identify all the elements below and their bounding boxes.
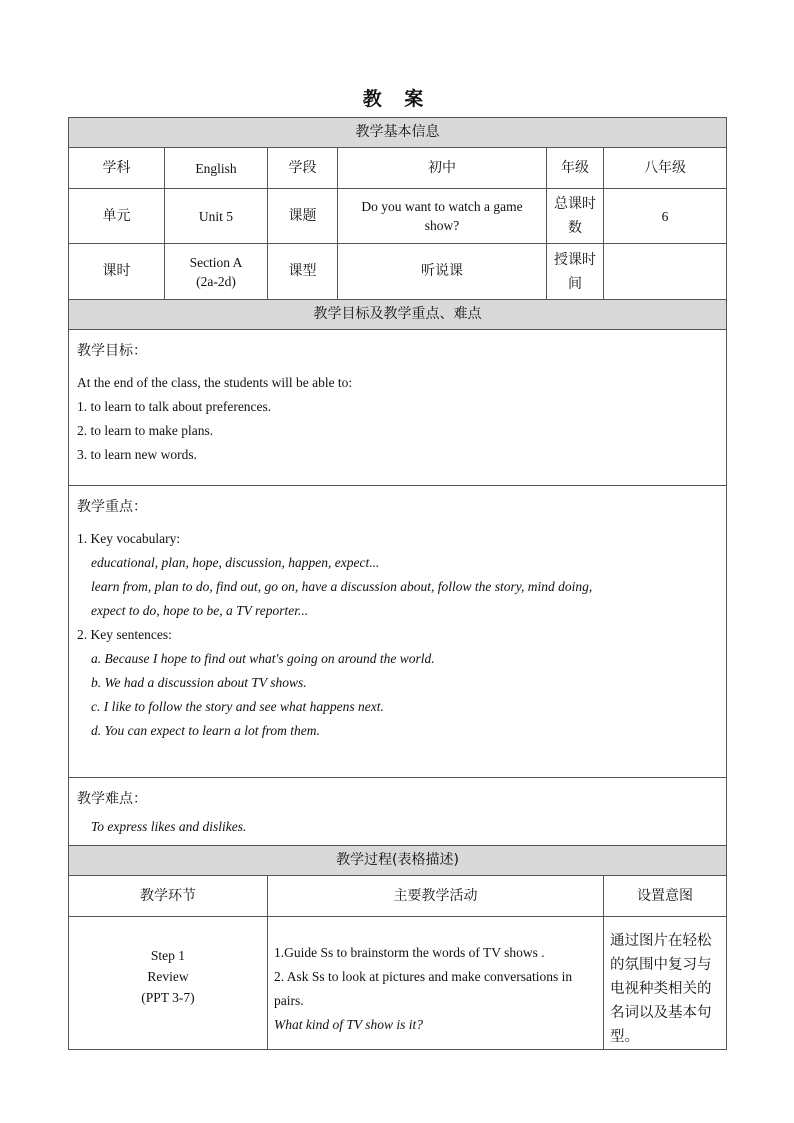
key-points-label: 教学重点： — [77, 499, 147, 515]
col-intent: 设置意图 — [604, 876, 727, 917]
objective-line: At the end of the class, the students will be able to: — [77, 375, 353, 390]
table-row — [69, 917, 727, 1050]
step-ppt: (PPT 3-7) — [141, 990, 195, 1005]
objectives-label: 教学目标： — [77, 343, 147, 359]
unit-label: 单元 — [69, 189, 165, 244]
objective-line: 3. to learn new words. — [77, 447, 197, 462]
intent-cell: 通过图片在轻松的氛围中复习与电视种类相关的名词以及基本句型。 — [604, 917, 727, 1050]
objective-line: 2. to learn to make plans. — [77, 423, 214, 438]
period-value: Section A (2a-2d) — [165, 244, 268, 300]
topic-value: Do you want to watch a game show? — [338, 189, 547, 244]
topic-label: 课题 — [268, 189, 338, 244]
key-sentence: c. I like to follow the story and see what happens next. — [91, 699, 384, 714]
activity-question: What kind of TV show is it? — [274, 1017, 424, 1032]
teaching-time-value — [604, 244, 727, 300]
difficulties-label: 教学难点： — [77, 791, 147, 807]
difficulties-section — [69, 778, 727, 846]
activities-cell — [268, 917, 604, 1050]
vocab-line: educational, plan, hope, discussion, happen, expect... — [91, 555, 380, 570]
page-title: 教 案 — [362, 88, 432, 110]
lesson-type-value: 听说课 — [338, 244, 547, 300]
period-label: 课时 — [69, 244, 165, 300]
lesson-plan-table — [68, 117, 727, 1050]
col-activities: 主要教学活动 — [268, 876, 604, 917]
teaching-time-label: 授课时间 — [547, 244, 604, 300]
key-points-section — [69, 486, 727, 778]
difficulties-text: To express likes and dislikes. — [91, 819, 247, 834]
basic-info-header: 教学基本信息 — [69, 118, 727, 148]
objective-line: 1. to learn to talk about preferences. — [77, 399, 272, 414]
key-sentence: a. Because I hope to find out what's going on around the world. — [91, 651, 435, 666]
subject-value: English — [165, 148, 268, 189]
subject-label: 学科 — [69, 148, 165, 189]
step-number: Step 1 — [150, 948, 186, 963]
process-header: 教学过程(表格描述) — [69, 846, 727, 876]
lesson-type-label: 课型 — [268, 244, 338, 300]
total-hours-label: 总课时数 — [547, 189, 604, 244]
activity-line: 2. Ask Ss to look at pictures and make conversations in pairs. — [274, 969, 573, 1008]
sentences-heading: 2. Key sentences: — [77, 627, 172, 642]
col-stage: 教学环节 — [69, 876, 268, 917]
grade-value: 八年级 — [604, 148, 727, 189]
key-sentence: d. You can expect to learn a lot from them. — [91, 723, 320, 738]
objectives-section — [69, 330, 727, 486]
vocab-heading: 1. Key vocabulary: — [77, 531, 181, 546]
vocab-line: learn from, plan to do, find out, go on, have a discussion about, follow the story, mind doing, — [91, 579, 593, 594]
objectives-header: 教学目标及教学重点、难点 — [69, 300, 727, 330]
total-hours-value: 6 — [604, 189, 727, 244]
stage-value: 初中 — [338, 148, 547, 189]
activity-line: 1.Guide Ss to brainstorm the words of TV shows . — [274, 945, 545, 960]
step-cell — [69, 917, 268, 1050]
vocab-line: expect to do, hope to be, a TV reporter... — [91, 603, 309, 618]
step-name: Review — [147, 969, 189, 984]
stage-label: 学段 — [268, 148, 338, 189]
key-sentence: b. We had a discussion about TV shows. — [91, 675, 307, 690]
unit-value: Unit 5 — [165, 189, 268, 244]
grade-label: 年级 — [547, 148, 604, 189]
